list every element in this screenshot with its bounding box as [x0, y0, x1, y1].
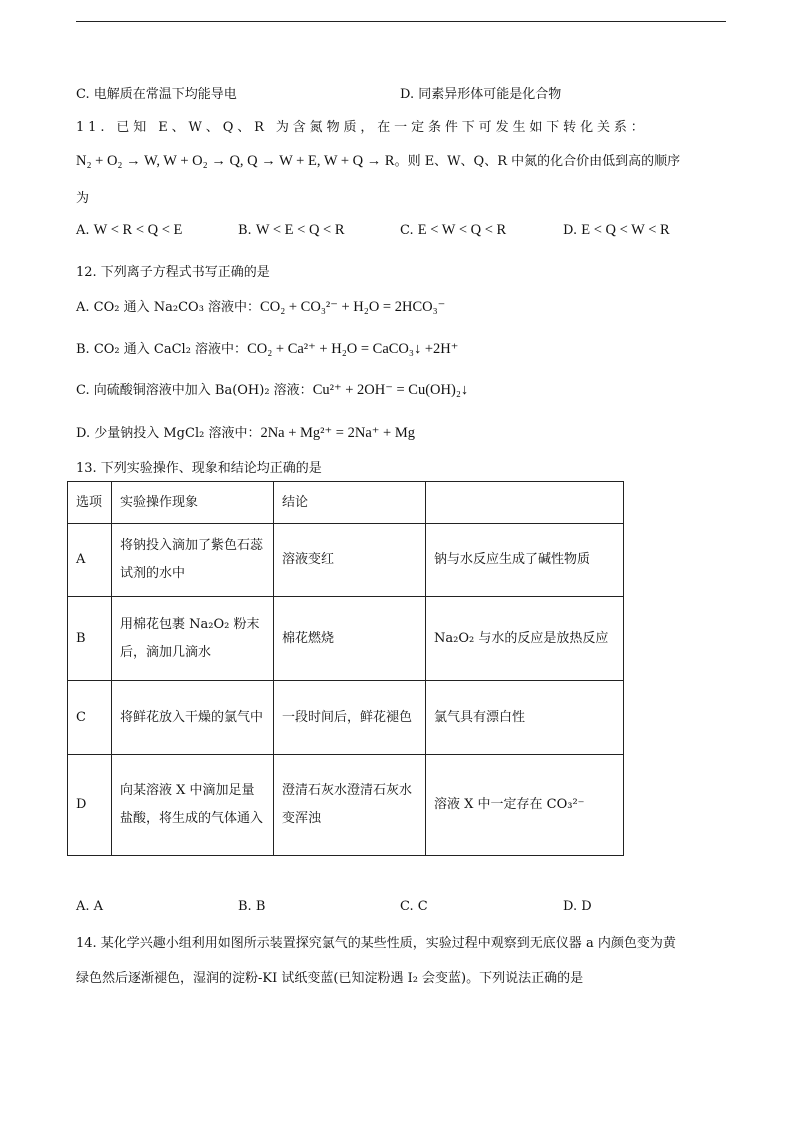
q12-option-a: A. CO₂ 通入 Na₂CO₃ 溶液中：CO₂ + CO₃²⁻ + H₂O = 2HCO₃⁻ [76, 299, 446, 315]
row-option: A [68, 524, 112, 597]
row-result: 澄清石灰水澄清石灰水变浑浊 [274, 755, 426, 856]
row-operation: 向某溶液 X 中滴加足量盐酸，将生成的气体通入 [112, 755, 274, 856]
row-result: 溶液变红 [274, 524, 426, 597]
row-operation: 将钠投入滴加了紫色石蕊试剂的水中 [112, 524, 274, 597]
row-conclusion: 氯气具有漂白性 [426, 681, 624, 755]
q11-option-b: B. W < E < Q < R [238, 222, 345, 238]
q11-option-d: D. E < Q < W < R [563, 222, 670, 238]
q12-stem: 12. 下列离子方程式书写正确的是 [76, 265, 270, 280]
row-operation: 用棉花包裹 Na₂O₂ 粉末后，滴加几滴水 [112, 597, 274, 681]
q13-option-b: B. B [238, 899, 266, 914]
row-option: B [68, 597, 112, 681]
q11-equation-line [76, 150, 680, 170]
q12-option-c: C. 向硫酸铜溶液中加入 Ba(OH)₂ 溶液：Cu²⁺ + 2OH⁻ = Cu(OH)₂↓ [76, 382, 469, 398]
q14-line2: 绿色然后逐渐褪色，湿润的淀粉-KI 试纸变蓝(已知淀粉遇 I₂ 会变蓝)。下列说法正确的是 [76, 971, 584, 986]
row-conclusion: 溶液 X 中一定存在 CO₃²⁻ [426, 755, 624, 856]
q11-option-a: A. W < R < Q < E [76, 222, 183, 238]
table-row [68, 681, 624, 755]
q11-tail: 。则 E、W、Q、R 中氮的化合价由低到高的顺序 [394, 154, 681, 169]
q11-stem: 11. 已知 E、W、Q、R 为含氮物质，在一定条件下可发生如下转化关系： [76, 120, 648, 135]
q14-line1: 14. 某化学兴趣小组利用如图所示装置探究氯气的某些性质，实验过程中观察到无底仪器 a 内颜色变为黄 [76, 936, 676, 951]
q12-option-b: B. CO₂ 通入 CaCl₂ 溶液中：CO₂ + Ca²⁺ + H₂O = CaCO₃↓ +2H⁺ [76, 341, 459, 357]
q13-stem: 13. 下列实验操作、现象和结论均正确的是 [76, 461, 322, 476]
q13-table-header-row [68, 482, 624, 524]
header-option: 选项 [68, 482, 112, 524]
table-row [68, 755, 624, 856]
table-row [68, 597, 624, 681]
q13-option-a: A. A [76, 899, 104, 914]
q11-tail2: 为 [76, 191, 90, 206]
row-result: 一段时间后，鲜花褪色 [274, 681, 426, 755]
header-empty [426, 482, 624, 524]
q10-option-d: D. 同素异形体可能是化合物 [400, 87, 562, 102]
q13-option-d: D. D [563, 899, 592, 914]
header-rule [76, 21, 726, 22]
header-operation: 实验操作现象 [112, 482, 274, 524]
row-operation: 将鲜花放入干燥的氯气中 [112, 681, 274, 755]
q11-equation: N₂ + O₂ → W, W + O₂ → Q, Q → W + E, W + Q → R [76, 153, 395, 169]
row-result: 棉花燃烧 [274, 597, 426, 681]
row-conclusion: 钠与水反应生成了碱性物质 [426, 524, 624, 597]
row-option: C [68, 681, 112, 755]
row-option: D [68, 755, 112, 856]
q10-option-c: C. 电解质在常温下均能导电 [76, 87, 237, 102]
table-row [68, 524, 624, 597]
row-conclusion: Na₂O₂ 与水的反应是放热反应 [426, 597, 624, 681]
q13-table [67, 481, 624, 856]
q13-option-c: C. C [400, 899, 428, 914]
q12-option-d: D. 少量钠投入 MgCl₂ 溶液中：2Na + Mg²⁺ = 2Na⁺ + Mg [76, 425, 415, 441]
q11-option-c: C. E < W < Q < R [400, 222, 507, 238]
header-conclusion: 结论 [274, 482, 426, 524]
